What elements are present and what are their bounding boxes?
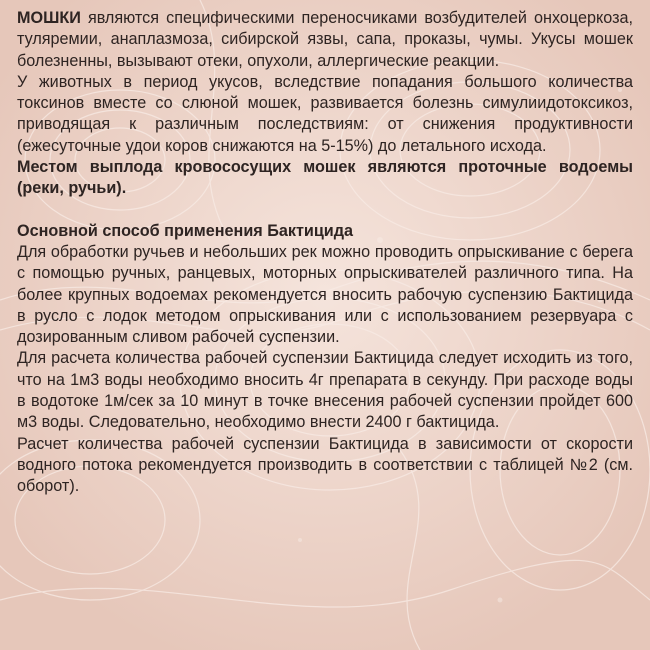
paragraph-spacer xyxy=(17,200,633,221)
treatment-paragraph: Для обработки ручьев и небольших рек можно проводить опрыскивание с берега с помощью ручных, ранцевых, моторных опрыскивателей различного типа. На более крупных водоемах рекомендуется вносить рабочую суспензию Бактицида в русло с лодок методом опрыскивания или с использованием резервуара с дозированным сливом рабочей суспензии. xyxy=(17,242,633,347)
intro-paragraph xyxy=(17,8,633,72)
animals-paragraph: У животных в период укусов, вследствие попадания большого количества токсинов вместе со слюной мошек, развивается болезнь симулиидотоксикоз, приводящая к различным последствиям: от снижения продуктивности (ежесуточные удои коров снижаются на 5-15%) до летального исхода. xyxy=(17,72,633,155)
breeding-place-paragraph: Местом выплода кровососущих мошек являются проточные водоемы (реки, ручьи). xyxy=(17,158,633,198)
calculation-paragraph: Для расчета количества рабочей суспензии Бактицида следует исходить из того, что на 1м3 воды необходимо вносить 4г препарата в секунду. При расходе воды в водотоке 1м/сек за 10 минут в точке внесения рабочей суспензии пройдет 600 м3 воды. Следовательно, необходимо внести 2400 г бактицида. xyxy=(17,349,633,432)
table-reference-paragraph: Расчет количества рабочей суспензии Бактицида в зависимости от скорости водного потока рекомендуется производить в соответствии с таблицей №2 (см. оборот). xyxy=(17,434,633,496)
intro-lead-word: МОШКИ xyxy=(17,9,81,27)
section-heading: Основной способ применения Бактицида xyxy=(17,221,354,240)
intro-text: являются специфическими переносчиками возбудителей онхоцеркоза, туляремии, анаплазмоза, сибирской язвы, сапа, проказы, чумы. Укусы мошек болезненны, вызывают отеки, опухоли, аллергические реакции. xyxy=(17,9,633,70)
